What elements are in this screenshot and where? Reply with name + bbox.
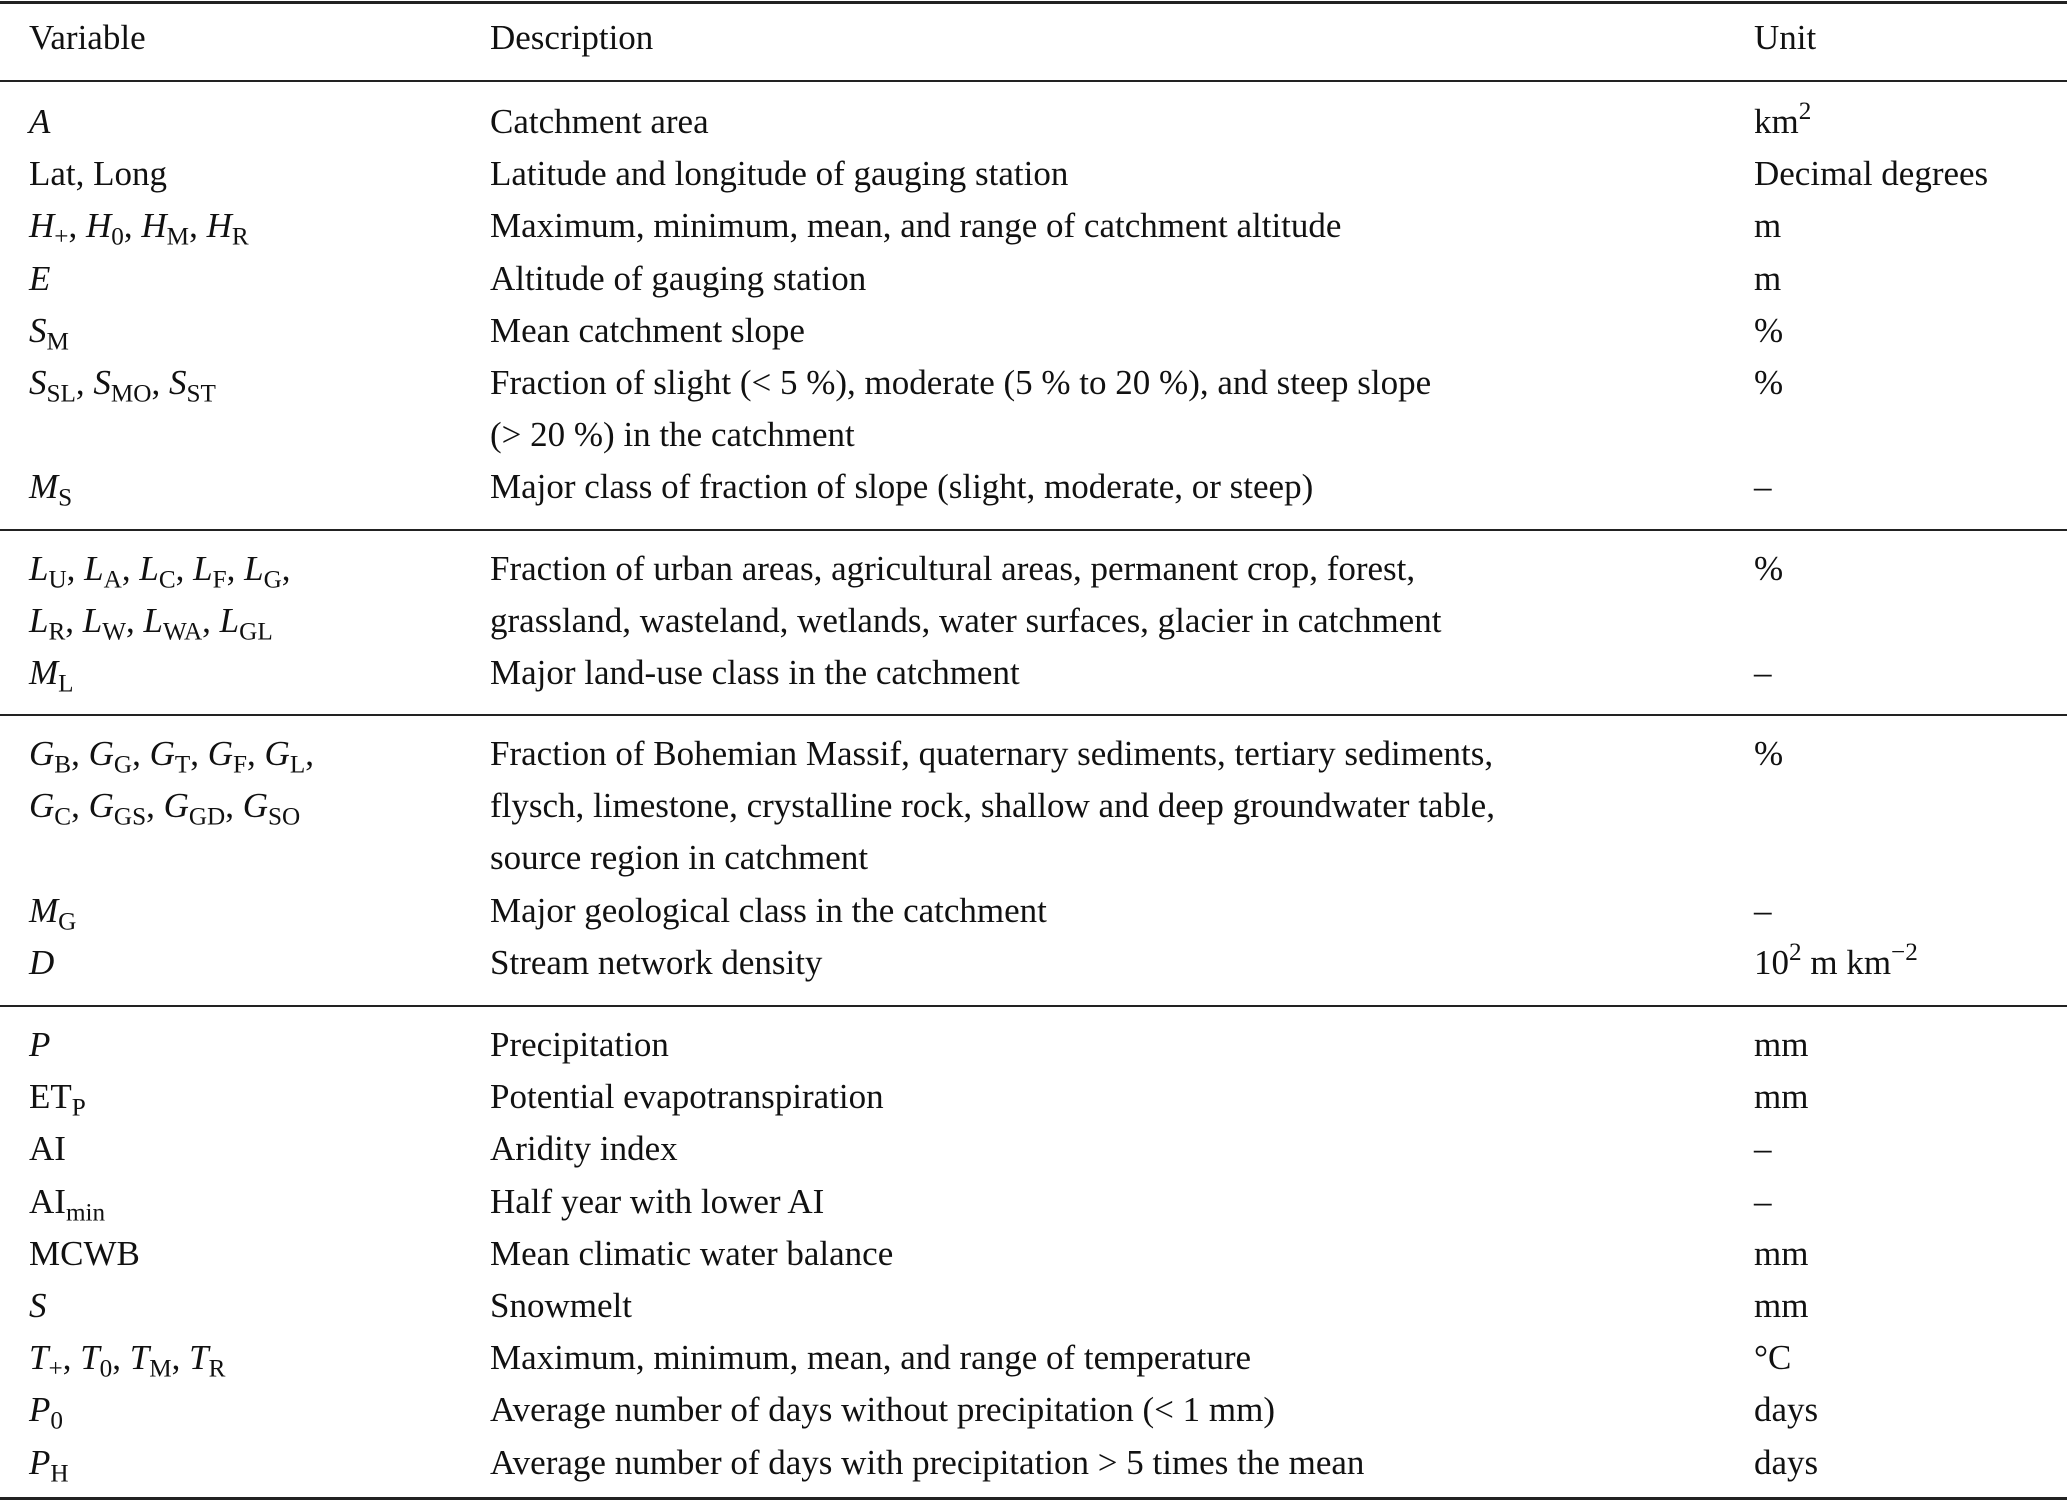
variable-unit: % xyxy=(1754,363,1784,402)
variable-description: Major geological class in the catchment xyxy=(490,890,1047,930)
variable-unit: – xyxy=(1754,890,1772,930)
variable-description: Stream network density xyxy=(490,942,823,982)
variable-symbol: $G_B$, $G_G$, $G_T$, $G_F$, $G_L$, xyxy=(29,734,314,779)
variable-symbol: Lat, Long xyxy=(29,154,168,194)
variable-symbol: P xyxy=(29,1025,51,1064)
variable-description: Maximum, minimum, mean, and range of temperature xyxy=(490,1338,1252,1378)
variable-unit: m xyxy=(1754,258,1782,298)
variable-unit: % xyxy=(1754,310,1784,350)
variable-unit: % xyxy=(1754,734,1784,773)
variable-unit: Decimal degrees xyxy=(1754,154,1989,194)
variable-unit: – xyxy=(1754,1129,1772,1169)
variable-description: Maximum, minimum, mean, and range of catchment altitude xyxy=(490,206,1342,246)
top-rule xyxy=(0,1,2067,4)
variable-description: Latitude and longitude of gauging station xyxy=(490,154,1069,194)
variable-unit: mm xyxy=(1754,1286,1809,1325)
variable-description: grassland, wasteland, wetlands, water surfaces, glacier in catchment xyxy=(490,601,1442,641)
variable-symbol: $P_0$ xyxy=(29,1390,63,1435)
variable-description: Mean climatic water balance xyxy=(490,1233,894,1273)
variable-unit: mm xyxy=(1754,1233,1809,1273)
section-rule xyxy=(0,529,2067,531)
variable-description: (> 20 %) in the catchment xyxy=(490,415,855,455)
variable-description: Mean catchment slope xyxy=(490,310,805,350)
variable-description: Fraction of urban areas, agricultural areas, permanent crop, forest, xyxy=(490,549,1416,588)
section-rule xyxy=(0,1005,2067,1007)
variable-symbol: $S_M$ xyxy=(29,310,69,356)
variable-symbol: $H_+$, $H_0$, $H_M$, $H_R$ xyxy=(29,206,249,251)
bottom-rule xyxy=(0,1497,2067,1500)
header-unit: Unit xyxy=(1754,18,1817,57)
variable-unit: m xyxy=(1754,206,1782,246)
variable-description: Major land-use class in the catchment xyxy=(490,653,1020,693)
variable-unit: $km^2$ xyxy=(1754,98,1812,141)
header-variable: Variable xyxy=(29,18,146,57)
variable-description: flysch, limestone, crystalline rock, shallow and deep groundwater table, xyxy=(490,786,1495,826)
variable-unit: $10^2$ m $km^{-2}$ xyxy=(1754,938,1918,982)
variable-unit: mm xyxy=(1754,1025,1809,1064)
variable-description: Fraction of Bohemian Massif, quaternary sediments, tertiary sediments, xyxy=(490,734,1494,773)
variable-unit: days xyxy=(1754,1390,1819,1430)
variable-unit: mm xyxy=(1754,1077,1809,1117)
variable-unit: – xyxy=(1754,1181,1772,1221)
variable-description: Altitude of gauging station xyxy=(490,258,867,298)
variable-symbol: $G_C$, $G_{GS}$, $G_{GD}$, $G_{SO}$ xyxy=(29,786,301,831)
variable-symbol: $P_H$ xyxy=(29,1442,69,1488)
variable-unit: days xyxy=(1754,1442,1819,1482)
variable-unit: °C xyxy=(1754,1338,1792,1378)
variable-description: Snowmelt xyxy=(490,1286,632,1325)
variable-description: Precipitation xyxy=(490,1025,669,1064)
variable-symbol: S xyxy=(29,1286,47,1325)
variable-symbol: $M_G$ xyxy=(29,890,77,936)
variable-description: Catchment area xyxy=(490,102,709,141)
variable-description: Average number of days with precipitation > 5 times the mean xyxy=(490,1442,1365,1482)
variable-unit: – xyxy=(1754,653,1772,693)
variable-symbol: A xyxy=(29,102,51,141)
variable-description: Average number of days without precipitation (< 1 mm) xyxy=(490,1390,1275,1430)
variable-symbol: E xyxy=(29,258,51,298)
variable-symbol: $L_R$, $L_W$, $L_{WA}$, $L_{GL}$ xyxy=(29,601,273,646)
header-description: Description xyxy=(490,18,654,57)
variable-description: Half year with lower AI xyxy=(490,1181,825,1221)
variable-symbol: $L_U$, $L_A$, $L_C$, $L_F$, $L_G$, xyxy=(29,549,291,594)
section-rule xyxy=(0,714,2067,716)
variable-symbol: $ET_P$ xyxy=(29,1077,86,1122)
variable-symbol: $AI_{min}$ xyxy=(29,1181,106,1227)
variable-description: Potential evapotranspiration xyxy=(490,1077,884,1117)
variable-unit: % xyxy=(1754,549,1784,588)
variable-unit: – xyxy=(1754,467,1772,507)
variable-description: source region in catchment xyxy=(490,838,869,878)
variable-description: Major class of fraction of slope (slight, moderate, or steep) xyxy=(490,467,1314,507)
variable-symbol: $M_L$ xyxy=(29,653,74,698)
header-rule xyxy=(0,80,2067,82)
variable-symbol: MCWB xyxy=(29,1233,140,1273)
variable-symbol: AI xyxy=(29,1129,66,1169)
variable-description: Fraction of slight (< 5 %), moderate (5 % to 20 %), and steep slope xyxy=(490,363,1432,402)
variable-symbol: $T_+$, $T_0$, $T_M$, $T_R$ xyxy=(29,1338,226,1383)
variable-description: Aridity index xyxy=(490,1129,678,1169)
variable-symbol: D xyxy=(29,942,55,982)
variable-symbol: $M_S$ xyxy=(29,467,73,512)
variable-symbol: $S_{SL}$, $S_{MO}$, $S_{ST}$ xyxy=(29,363,216,408)
